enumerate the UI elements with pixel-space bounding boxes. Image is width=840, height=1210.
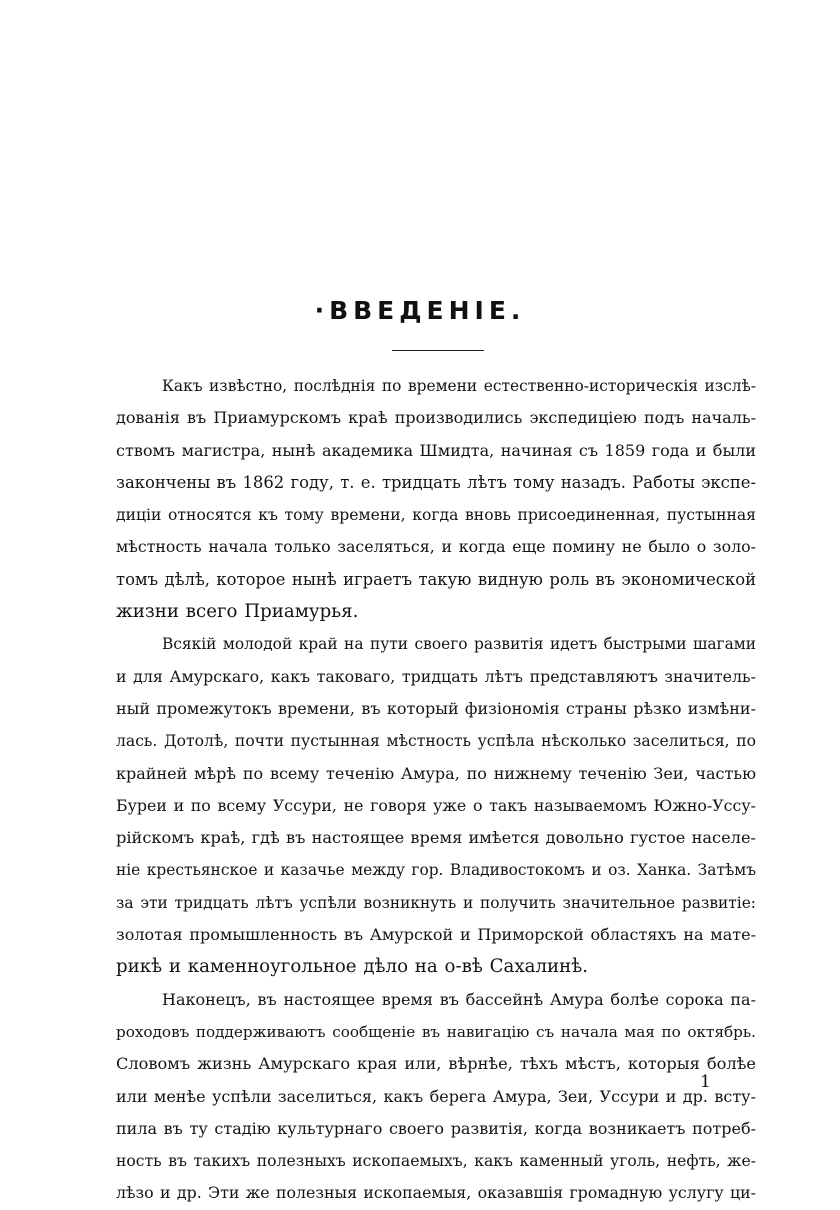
paragraph-3 [116, 984, 756, 1210]
text-line: жизни всего Приамурья. [116, 601, 359, 623]
chapter-title: ·ВВЕДЕНIЕ. [314, 296, 526, 325]
paragraph-2 [116, 628, 756, 983]
text-line: мѣстность начала только заселяться, и когда еще помину не было о золо- [116, 537, 756, 557]
text-line: дованія въ Приамурскомъ краѣ производились экспедиціею подъ началь- [116, 408, 756, 428]
text-line: или менѣе успѣли заселиться, какъ берега Амура, Зеи, Уссури и др. всту- [116, 1086, 756, 1106]
text-line: и для Амурскаго, какъ таковаго, тридцать лѣтъ представляютъ значитель- [116, 666, 756, 686]
text-line: диціи относятся къ тому времени, когда вновь присоединенная, пустынная [116, 506, 756, 525]
text-line: лась. Дотолѣ, почти пустынная мѣстность успѣла нѣсколько заселиться, по [116, 732, 756, 751]
text-line: ніе крестьянское и казачье между гор. Владивостокомъ и оз. Ханка. Затѣмъ [116, 861, 756, 880]
text-line: крайней мѣрѣ по всему теченію Амура, по нижнему теченію Зеи, частью [116, 763, 756, 783]
text-line: роходовъ поддерживаютъ сообщеніе въ навигацію съ начала мая по октябрь. [116, 1022, 756, 1041]
text-line: Всякій молодой край на пути своего развитія идетъ быстрыми шагами [162, 635, 756, 654]
text-line: золотая промышленность въ Амурской и Приморской областяхъ на мате- [116, 925, 756, 945]
paragraph-1 [116, 370, 756, 628]
text-line: Буреи и по всему Уссури, не говоря уже о такъ называемомъ Южно-Уссу- [116, 795, 756, 815]
text-line: Наконецъ, въ настоящее время въ бассейнѣ Амура болѣе сорока па- [162, 989, 756, 1009]
text-line: Какъ извѣстно, послѣднія по времени естественно-историческія изслѣ- [162, 377, 756, 395]
text-line: рикѣ и каменноугольное дѣло на о-вѣ Сахалинѣ. [116, 956, 589, 978]
text-line: за эти тридцать лѣтъ успѣли возникнуть и получить значительное развитіе: [116, 893, 756, 912]
text-line: закончены въ 1862 году, т. е. тридцать лѣтъ тому назадъ. Работы экспе- [116, 472, 756, 492]
text-line: Словомъ жизнь Амурскаго края или, вѣрнѣе, тѣхъ мѣстъ, которыя болѣе [116, 1054, 756, 1074]
body-text [116, 370, 756, 1210]
text-line: пила въ ту стадію культурнаго своего развитія, когда возникаетъ потреб- [116, 1118, 756, 1138]
text-line: ствомъ магистра, нынѣ академика Шмидта, начиная съ 1859 года и были [116, 440, 756, 460]
text-line: лѣзо и др. Эти же полезныя ископаемыя, оказавшія громадную услугу ци- [116, 1183, 756, 1203]
text-line: рійскомъ краѣ, гдѣ въ настоящее время имѣется довольно густое населе- [116, 828, 756, 848]
page-number: 1 [700, 1072, 711, 1092]
text-line: ный промежутокъ времени, въ который физіономія страны рѣзко измѣни- [116, 698, 756, 718]
text-line: ность въ такихъ полезныхъ ископаемыхъ, какъ каменный уголь, нефть, же- [116, 1152, 756, 1171]
text-line: томъ дѣлѣ, которое нынѣ играетъ такую видную роль въ экономической [116, 569, 756, 589]
title-divider [392, 350, 484, 351]
